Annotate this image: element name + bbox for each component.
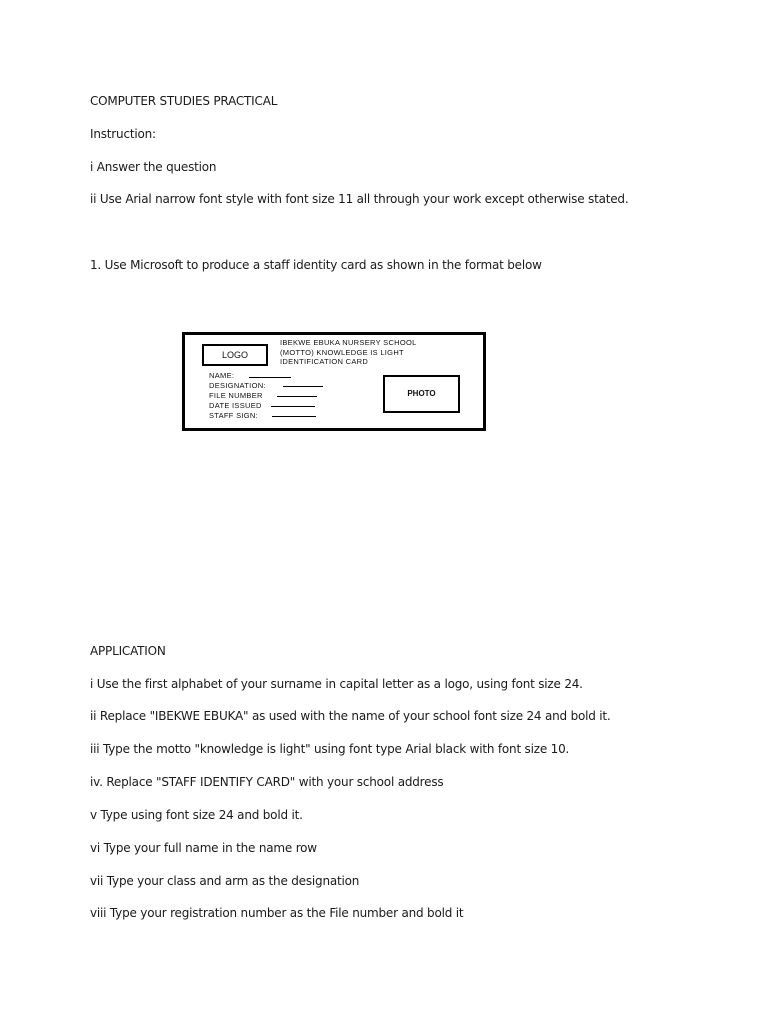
application-item: vi Type your full name in the name row: [90, 841, 317, 855]
id-card-sample: [182, 332, 486, 431]
instruction-item: ii Use Arial narrow font style with font size 11 all through your work except otherwise stated.: [90, 192, 629, 206]
card-field-label: NAME:: [209, 371, 235, 380]
card-motto: (MOTTO) KNOWLEDGE IS LIGHT: [280, 348, 404, 357]
card-school-name: IBEKWE EBUKA NURSERY SCHOOL: [280, 338, 417, 347]
card-field-label: FILE NUMBER: [209, 391, 263, 400]
instruction-item: i Answer the question: [90, 160, 217, 174]
card-logo-box: LOGO: [202, 344, 268, 366]
card-type: IDENTIFICATION CARD: [280, 357, 369, 366]
card-field-label: DESIGNATION:: [209, 381, 266, 390]
card-fill-line: [277, 396, 317, 397]
card-fill-line: [272, 416, 316, 417]
application-heading: APPLICATION: [90, 644, 166, 658]
application-item: i Use the first alphabet of your surname in capital letter as a logo, using font size 24.: [90, 677, 583, 691]
card-fill-line: [283, 386, 323, 387]
application-item: v Type using font size 24 and bold it.: [90, 808, 303, 822]
card-photo-box: PHOTO: [383, 375, 460, 413]
card-fill-line: [249, 377, 291, 378]
application-item: iii Type the motto "knowledge is light" using font type Arial black with font size 10.: [90, 742, 570, 756]
application-item: iv. Replace "STAFF IDENTIFY CARD" with your school address: [90, 775, 444, 789]
question-text: 1. Use Microsoft to produce a staff identity card as shown in the format below: [90, 258, 542, 272]
document-title: COMPUTER STUDIES PRACTICAL: [90, 94, 278, 108]
card-field-label: STAFF SIGN:: [209, 411, 258, 420]
application-item: ii Replace "IBEKWE EBUKA" as used with the name of your school font size 24 and bold it.: [90, 709, 611, 723]
application-item: viii Type your registration number as the File number and bold it: [90, 906, 464, 920]
application-item: vii Type your class and arm as the designation: [90, 874, 360, 888]
instruction-heading: Instruction:: [90, 127, 156, 141]
card-field-label: DATE ISSUED: [209, 401, 262, 410]
card-fill-line: [271, 406, 315, 407]
